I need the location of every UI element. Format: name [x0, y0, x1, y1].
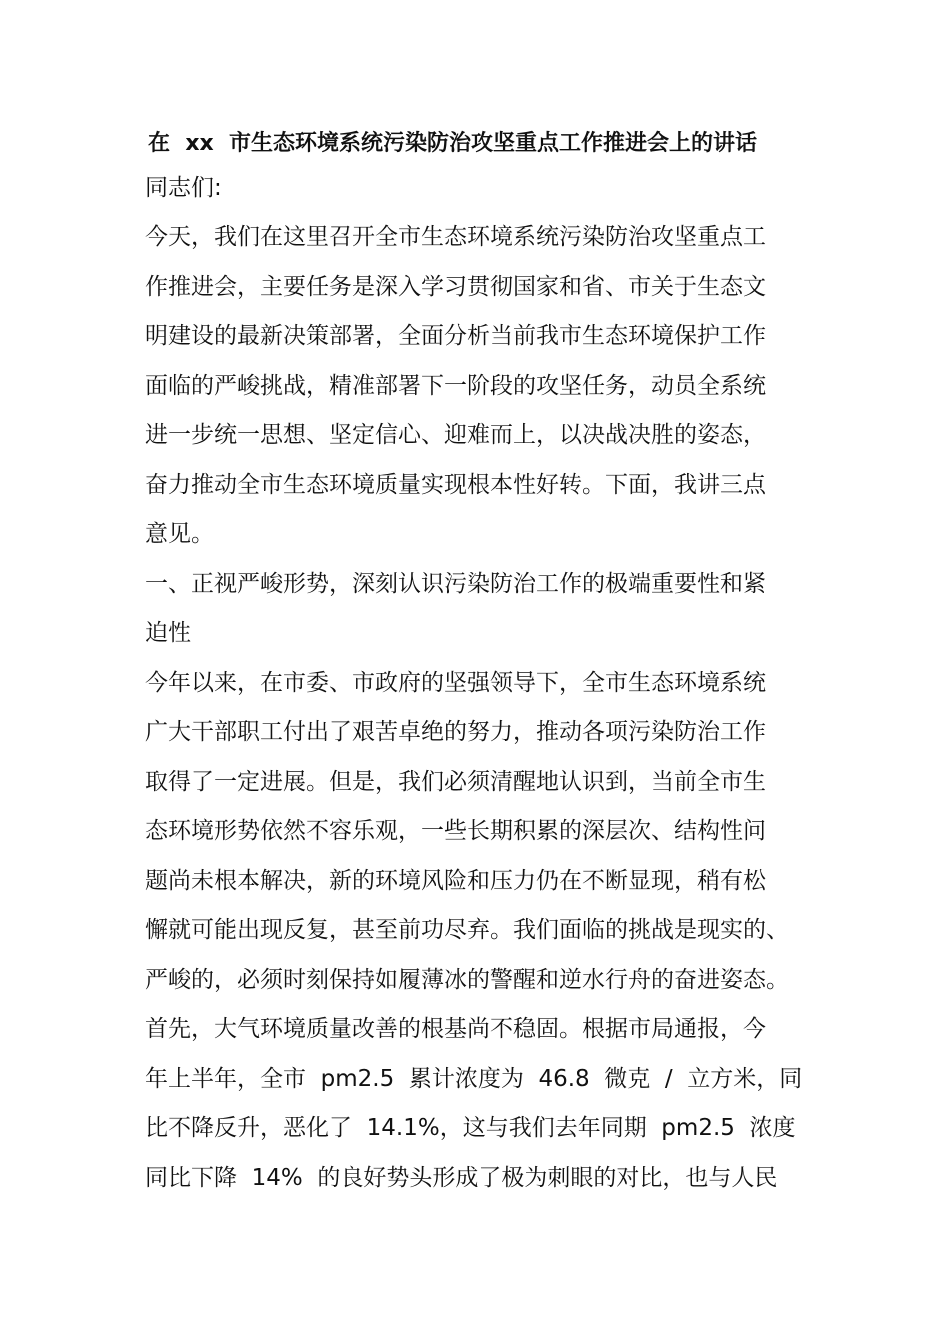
- text-line: 同志们:: [145, 175, 222, 201]
- document-title: 在 xx 市生态环境系统污染防治攻坚重点工作推进会上的讲话: [148, 131, 758, 156]
- text-line: 首先，大气环境质量改善的根基尚不稳固。根据市局通报，今: [145, 1016, 766, 1042]
- section-heading: 迫性: [145, 620, 191, 646]
- text-line: 今年以来，在市委、市政府的坚强领导下，全市生态环境系统: [145, 670, 766, 696]
- text-line: 懈就可能出现反复，甚至前功尽弃。我们面临的挑战是现实的、: [145, 917, 789, 943]
- text-line: 题尚未根本解决，新的环境风险和压力仍在不断显现，稍有松: [145, 868, 766, 894]
- text-line: 比不降反升，恶化了 14.1%，这与我们去年同期 pm2.5 浓度: [145, 1115, 796, 1141]
- text-line: 意见。: [145, 521, 214, 547]
- text-line: 面临的严峻挑战，精准部署下一阶段的攻坚任务，动员全系统: [145, 373, 766, 399]
- text-line: 同比下降 14% 的良好势头形成了极为刺眼的对比，也与人民: [145, 1165, 778, 1191]
- text-line: 态环境形势依然不容乐观，一些长期积累的深层次、结构性问: [145, 818, 766, 844]
- text-line: 明建设的最新决策部署，全面分析当前我市生态环境保护工作: [145, 323, 766, 349]
- text-line: 年上半年，全市 pm2.5 累计浓度为 46.8 微克 / 立方米，同: [145, 1066, 803, 1092]
- section-heading: 一、正视严峻形势，深刻认识污染防治工作的极端重要性和紧: [145, 571, 766, 597]
- text-line: 作推进会，主要任务是深入学习贯彻国家和省、市关于生态文: [145, 274, 766, 300]
- text-line: 取得了一定进展。但是，我们必须清醒地认识到，当前全市生: [145, 769, 766, 795]
- text-line: 奋力推动全市生态环境质量实现根本性好转。下面，我讲三点: [145, 472, 766, 498]
- text-line: 广大干部职工付出了艰苦卓绝的努力，推动各项污染防治工作: [145, 719, 766, 745]
- text-line: 今天，我们在这里召开全市生态环境系统污染防治攻坚重点工: [145, 224, 766, 250]
- text-line: 严峻的，必须时刻保持如履薄冰的警醒和逆水行舟的奋进姿态。: [145, 967, 789, 993]
- text-line: 进一步统一思想、坚定信心、迎难而上，以决战决胜的姿态，: [145, 422, 766, 448]
